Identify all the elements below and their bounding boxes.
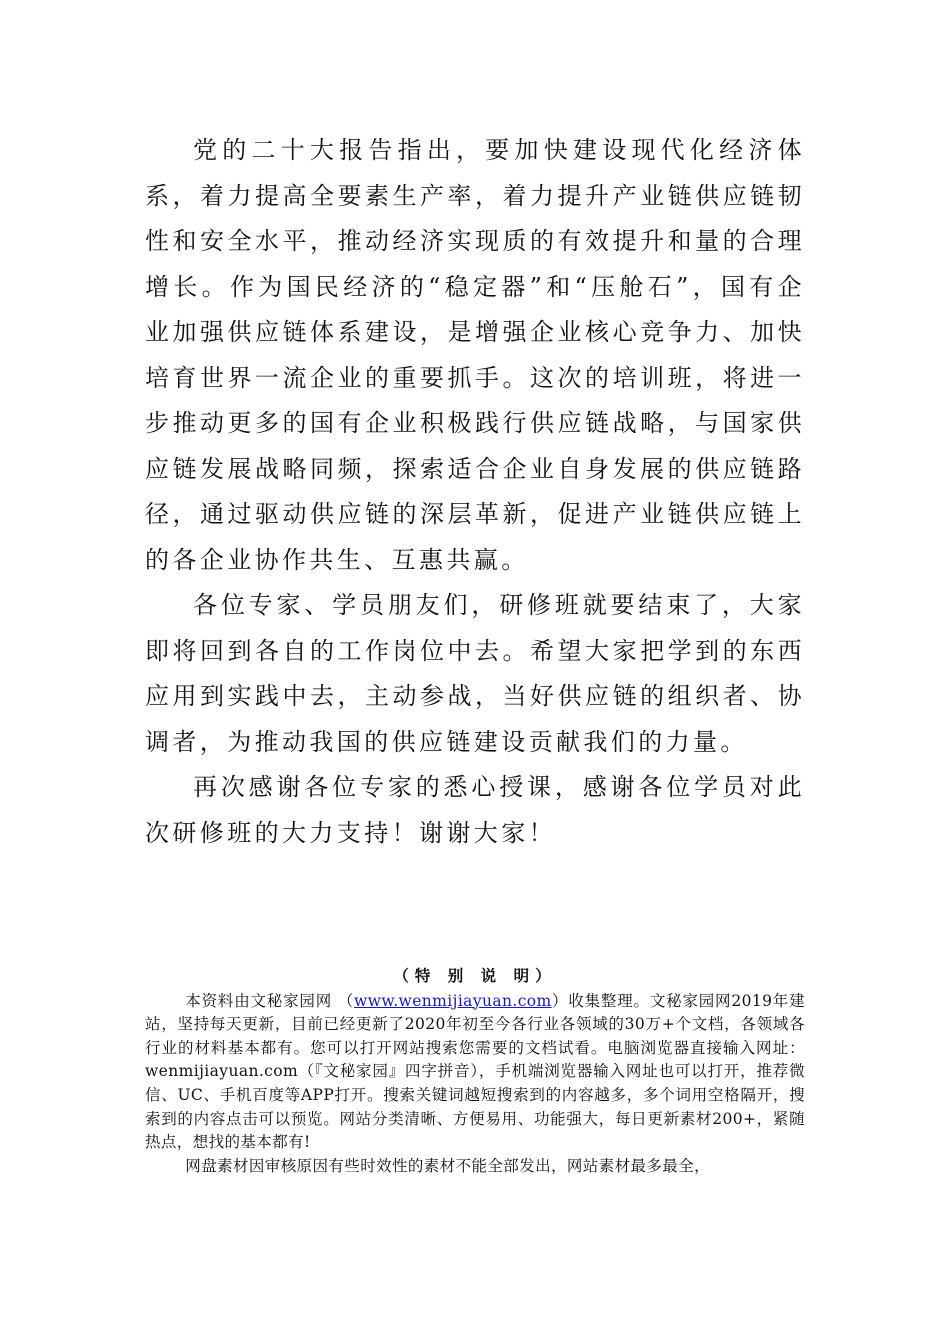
website-link[interactable]: www.wenmijiayuan.com xyxy=(354,991,552,1010)
paragraph-supply-chain: 党的二十大报告指出，要加快建设现代化经济体系，着力提高全要素生产率，着力提升产业链供应链韧性和安全水平，推动经济实现质的有效提升和量的合理增长。作为国民经济的“稳定器”和“压舱石”，国有企业加强供应链体系建设，是增强企业核心竞争力、加快培育世界一流企业的重要抓手。这次的培训班，将进一步推动更多的国有企业积极践行供应链战略，与国家供应链发展战略同频，探索适合企业自身发展的供应链路径，通过驱动供应链的深层革新，促进产业链供应链上的各企业协作共生、互惠共赢。 xyxy=(145,136,805,574)
speech-body xyxy=(145,128,805,856)
notice-title: （特 别 说 明） xyxy=(393,966,557,985)
notice-paragraph-2: 网盘素材因审核原因有些时效性的素材不能全部发出，网站素材最多最全， xyxy=(185,1156,710,1175)
notice-paragraph xyxy=(145,990,805,1155)
notice-body-text: ）收集整理。文秘家园网2019年建站，坚持每天更新，目前已经更新了2020年初至今各行业各领域的30万+个文档，各领域各行业的材料基本都有。您可以打开网站搜索您需要的文档试看。电脑浏览器直接输入网址：wenmijiayuan.com（『文秘家园』四字拼音），手机端浏览器输入网址也可以打开，推荐微信、UC、手机百度等APP打开。搜索关键词越短搜索到的内容越多，多个词用空格隔开，搜索到的内容点击可以预览。网站分类清晰、方便易用、功能强大，每日更新素材200+，紧随热点，想找的基本都有! xyxy=(145,991,805,1152)
paragraph-closing: 各位专家、学员朋友们，研修班就要结束了，大家即将回到各自的工作岗位中去。希望大家把学到的东西应用到实践中去，主动参战，当好供应链的组织者、协调者，为推动我国的供应链建设贡献我们的力量。 xyxy=(145,591,805,756)
paragraph-thanks: 再次感谢各位专家的悉心授课，感谢各位学员对此次研修班的大力支持！谢谢大家！ xyxy=(145,773,805,847)
special-notice xyxy=(145,964,805,1178)
notice-intro-text: 本资料由文秘家园网 （ xyxy=(185,991,355,1010)
